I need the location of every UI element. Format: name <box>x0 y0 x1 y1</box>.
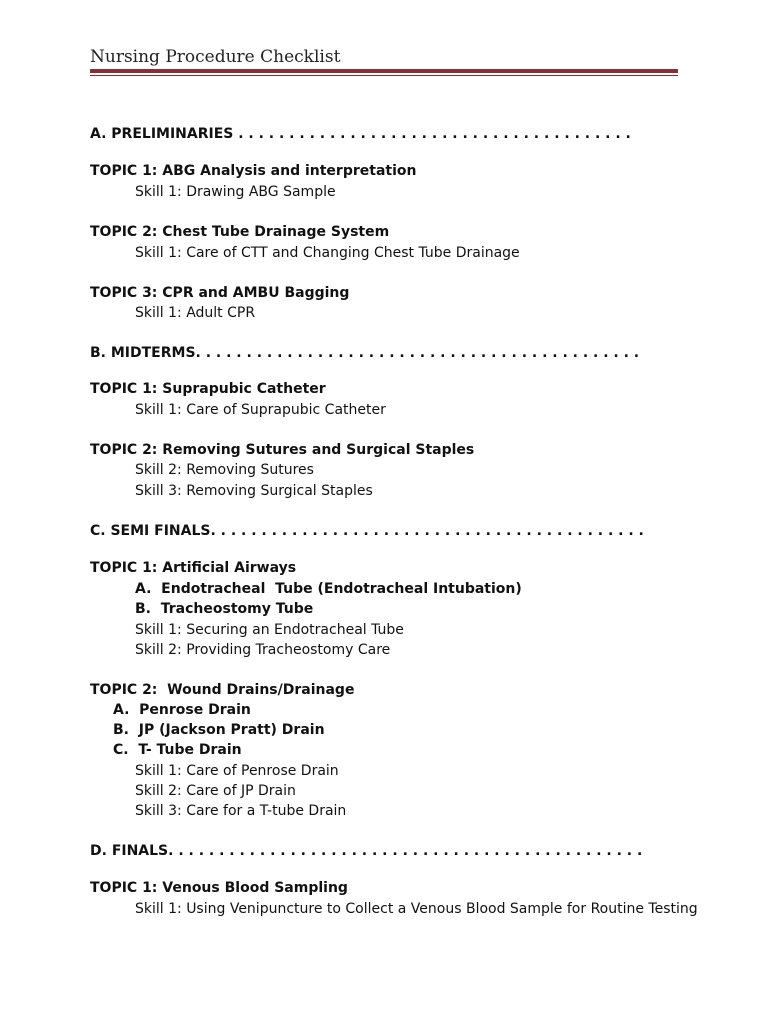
topic-title: TOPIC 1: ABG Analysis and interpretation <box>90 163 417 179</box>
subtopic-item: B. Tracheostomy Tube <box>135 601 314 617</box>
header-rule-thin <box>90 75 678 76</box>
skill-item: Skill 1: Drawing ABG Sample <box>135 184 336 200</box>
section-heading-midterms: B. MIDTERMS. . . . . . . . . . . . . . . . . . . . . . . . . . . . . . . . . . . . . . . . . . . . <box>90 345 640 361</box>
topic-title: TOPIC 1: Suprapubic Catheter <box>90 381 326 397</box>
skill-item: Skill 1: Adult CPR <box>135 305 256 321</box>
page-header-title: Nursing Procedure Checklist <box>90 47 341 67</box>
topic-title: TOPIC 1: Venous Blood Sampling <box>90 880 348 896</box>
section-heading-preliminaries: A. PRELIMINARIES . . . . . . . . . . . . . . . . . . . . . . . . . . . . . . . . . . . . . . . <box>90 126 631 142</box>
skill-item: Skill 1: Care of CTT and Changing Chest Tube Drainage <box>135 245 520 261</box>
skill-item: Skill 2: Providing Tracheostomy Care <box>135 642 391 658</box>
topic-title: TOPIC 2: Chest Tube Drainage System <box>90 224 390 240</box>
subtopic-item: A. Penrose Drain <box>113 702 251 718</box>
skill-item: Skill 3: Care for a T-tube Drain <box>135 803 347 819</box>
subtopic-item: A. Endotracheal Tube (Endotracheal Intubation) <box>135 581 522 597</box>
skill-item: Skill 2: Removing Sutures <box>135 462 314 478</box>
topic-title: TOPIC 2: Removing Sutures and Surgical Staples <box>90 442 475 458</box>
skill-item: Skill 1: Securing an Endotracheal Tube <box>135 622 404 638</box>
subtopic-item: B. JP (Jackson Pratt) Drain <box>113 722 325 738</box>
skill-item: Skill 3: Removing Surgical Staples <box>135 483 373 499</box>
header-rule-thick <box>90 69 678 73</box>
topic-title: TOPIC 1: Artificial Airways <box>90 560 297 576</box>
subtopic-item: C. T- Tube Drain <box>113 742 242 758</box>
section-heading-finals: D. FINALS. . . . . . . . . . . . . . . . . . . . . . . . . . . . . . . . . . . . . . . . . . . . . . . <box>90 843 643 859</box>
topic-title: TOPIC 3: CPR and AMBU Bagging <box>90 285 350 301</box>
skill-item: Skill 2: Care of JP Drain <box>135 783 296 799</box>
skill-item: Skill 1: Care of Suprapubic Catheter <box>135 402 386 418</box>
section-heading-semi-finals: C. SEMI FINALS. . . . . . . . . . . . . . . . . . . . . . . . . . . . . . . . . . . . . . . . . . . <box>90 523 644 539</box>
skill-item: Skill 1: Care of Penrose Drain <box>135 763 339 779</box>
skill-item: Skill 1: Using Venipuncture to Collect a Venous Blood Sample for Routine Testing <box>135 901 698 917</box>
topic-title: TOPIC 2: Wound Drains/Drainage <box>90 682 355 698</box>
